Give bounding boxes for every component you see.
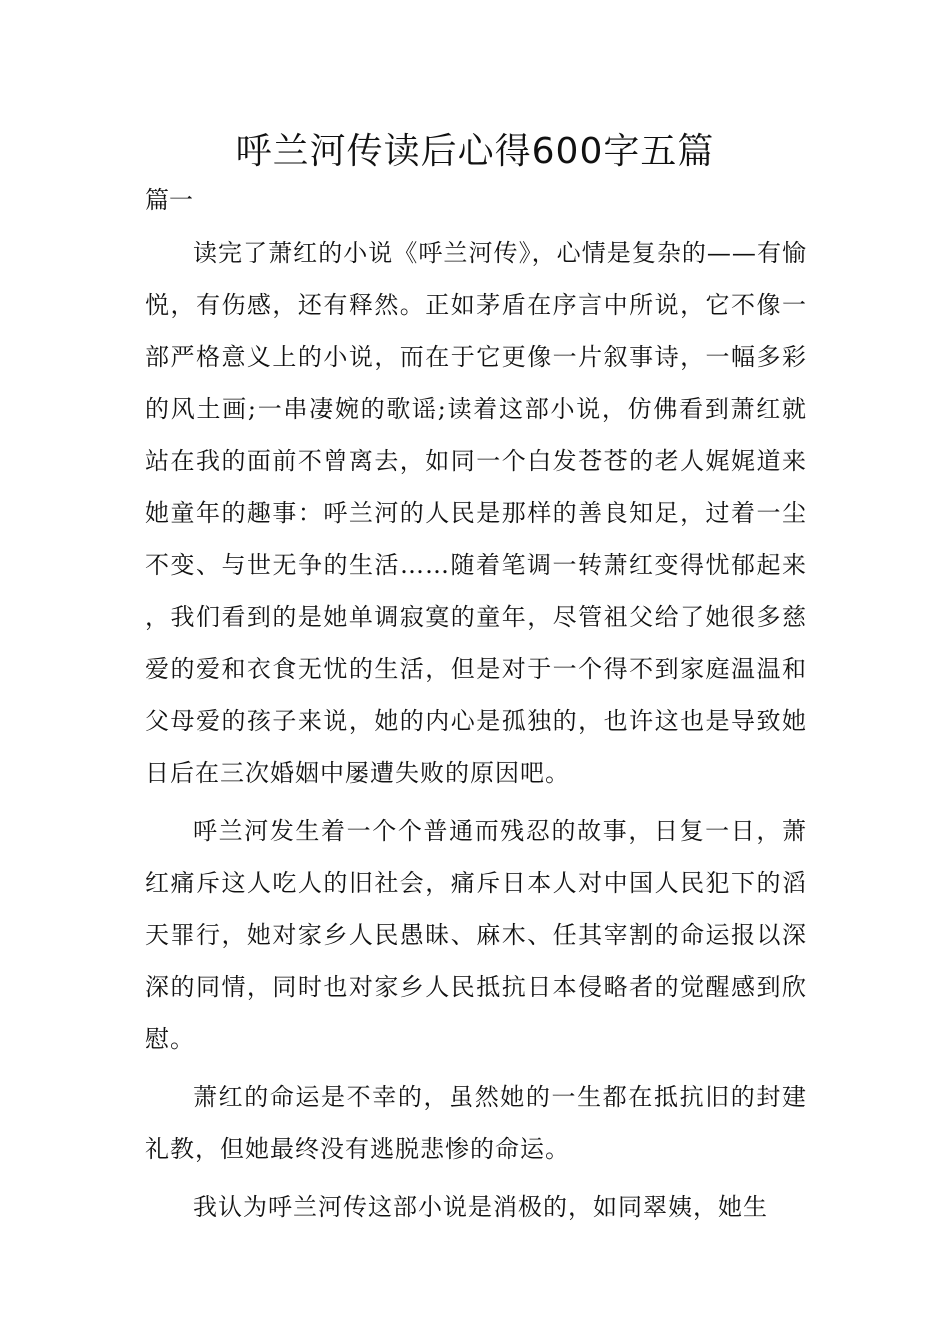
document-body: [145, 227, 807, 1239]
paragraph: 萧红的命运是不幸的，虽然她的一生都在抵抗旧的封建礼教，但她最终没有逃脱悲惨的命运。: [145, 1083, 807, 1163]
paragraph: 读完了萧红的小说《呼兰河传》，心情是复杂的——有愉悦，有伤感，还有释然。正如茅盾在序言中所说，它不像一部严格意义上的小说，而在于它更像一片叙事诗，一幅多彩的风土画;一串凄婉的歌谣;读着这部小说，仿佛看到萧红就站在我的面前不曾离去，如同一个白发苍苍的老人娓娓道来她童年的趣事：呼兰河的人民是那样的善良知足，过着一尘不变、与世无争的生活……随着笔调一转萧红变得忧郁起来，我们看到的是她单调寂寞的童年，尽管祖父给了她很多慈爱的爱和衣食无忧的生活，但是对于一个得不到家庭温温和父母爱的孩子来说，她的内心是孤独的，也许这也是导致她日后在三次婚姻中屡遭失败的原因吧。: [145, 239, 807, 787]
section-label: 篇一: [145, 186, 193, 214]
paragraph: 呼兰河发生着一个个普通而残忍的故事，日复一日，萧红痛斥这人吃人的旧社会，痛斥日本人对中国人民犯下的滔天罪行，她对家乡人民愚昧、麻木、任其宰割的命运报以深深的同情，同时也对家乡人民抵抗日本侵略者的觉醒感到欣慰。: [145, 817, 807, 1053]
document-title: 呼兰河传读后心得600字五篇: [235, 131, 715, 172]
paragraph: 我认为呼兰河传这部小说是消极的，如同翠姨，她生: [193, 1193, 768, 1221]
